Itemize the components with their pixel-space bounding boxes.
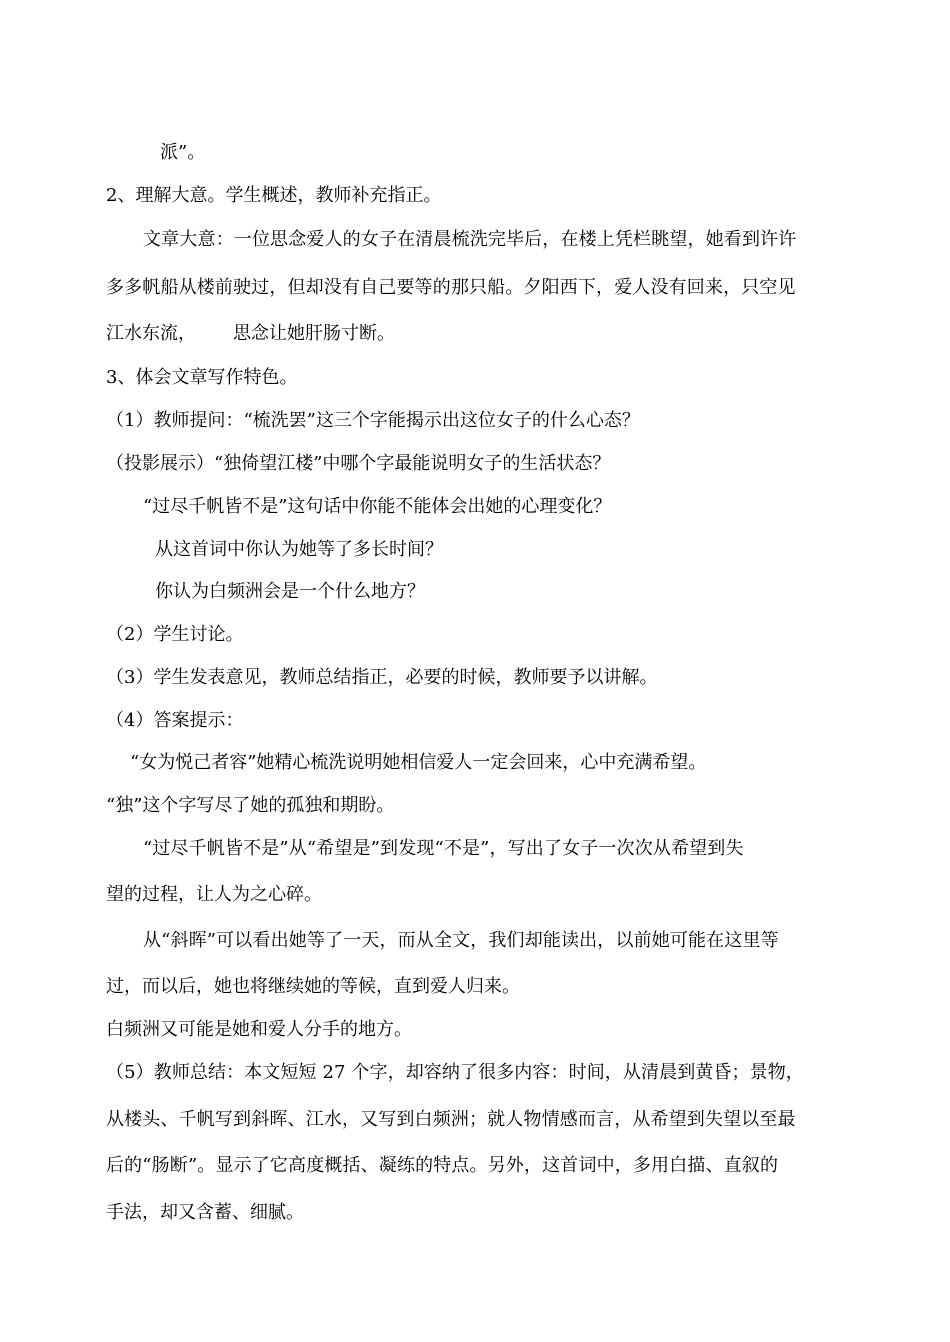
text-line: 思念让她肝肠寸断。 [233, 323, 395, 344]
text-line: 从“斜晖”可以看出她等了一天，而从全文，我们却能读出，以前她可能在这里等 [143, 930, 779, 951]
text-line: 你认为白频洲会是一个什么地方？ [155, 581, 425, 602]
text-line: “独”这个字写尽了她的孤独和期盼。 [106, 795, 395, 816]
text-line: （5）教师总结：本文短短 27 个字，却容纳了很多内容：时间，从清晨到黄昏；景物， [106, 1062, 804, 1083]
text-line: （1）教师提问：“梳洗罢”这三个字能揭示出这位女子的什么心态？ [106, 410, 640, 431]
text-line: 白频洲又可能是她和爱人分手的地方。 [106, 1019, 412, 1040]
section-heading: 3、体会文章写作特色。 [106, 367, 298, 388]
text-line: 手法，却又含蓄、细腻。 [106, 1202, 304, 1223]
text-line: 派”。 [160, 142, 206, 163]
text-line: “过尽千帆皆不是”这句话中你能不能体会出她的心理变化？ [143, 496, 612, 517]
text-line: 江水东流， [106, 323, 196, 344]
text-line: （4）答案提示： [106, 710, 244, 731]
text-line: 望的过程，让人为之心碎。 [106, 884, 322, 905]
text-line: “女为悦己者容”她精心梳洗说明她相信爱人一定会回来，心中充满希望。 [130, 752, 707, 773]
text-line: 多多帆船从楼前驶过，但却没有自己要等的那只船。夕阳西下，爱人没有回来，只空见 [106, 277, 796, 298]
text-line: 从这首词中你认为她等了多长时间？ [155, 539, 443, 560]
text-line: （投影展示）“独倚望江楼”中哪个字最能说明女子的生活状态？ [106, 453, 611, 474]
text-line: 从楼头、千帆写到斜晖、江水，又写到白频洲；就人物情感而言，从希望到失望以至最 [106, 1109, 796, 1130]
text-line: “过尽千帆皆不是”从“希望是”到发现“不是”，写出了女子一次次从希望到失 [143, 838, 744, 859]
text-line: （2）学生讨论。 [106, 624, 244, 645]
text-line: 后的“肠断”。显示了它高度概括、凝练的特点。另外，这首词中，多用白描、直叙的 [106, 1155, 779, 1176]
text-line: 文章大意：一位思念爱人的女子在清晨梳洗完毕后，在楼上凭栏眺望，她看到许许 [143, 229, 797, 250]
text-line: 过，而以后，她也将继续她的等候，直到爱人归来。 [106, 976, 520, 997]
section-heading: 2、理解大意。学生概述，教师补充指正。 [106, 185, 442, 206]
text-line: （3）学生发表意见，教师总结指正，必要的时候，教师要予以讲解。 [106, 667, 658, 688]
